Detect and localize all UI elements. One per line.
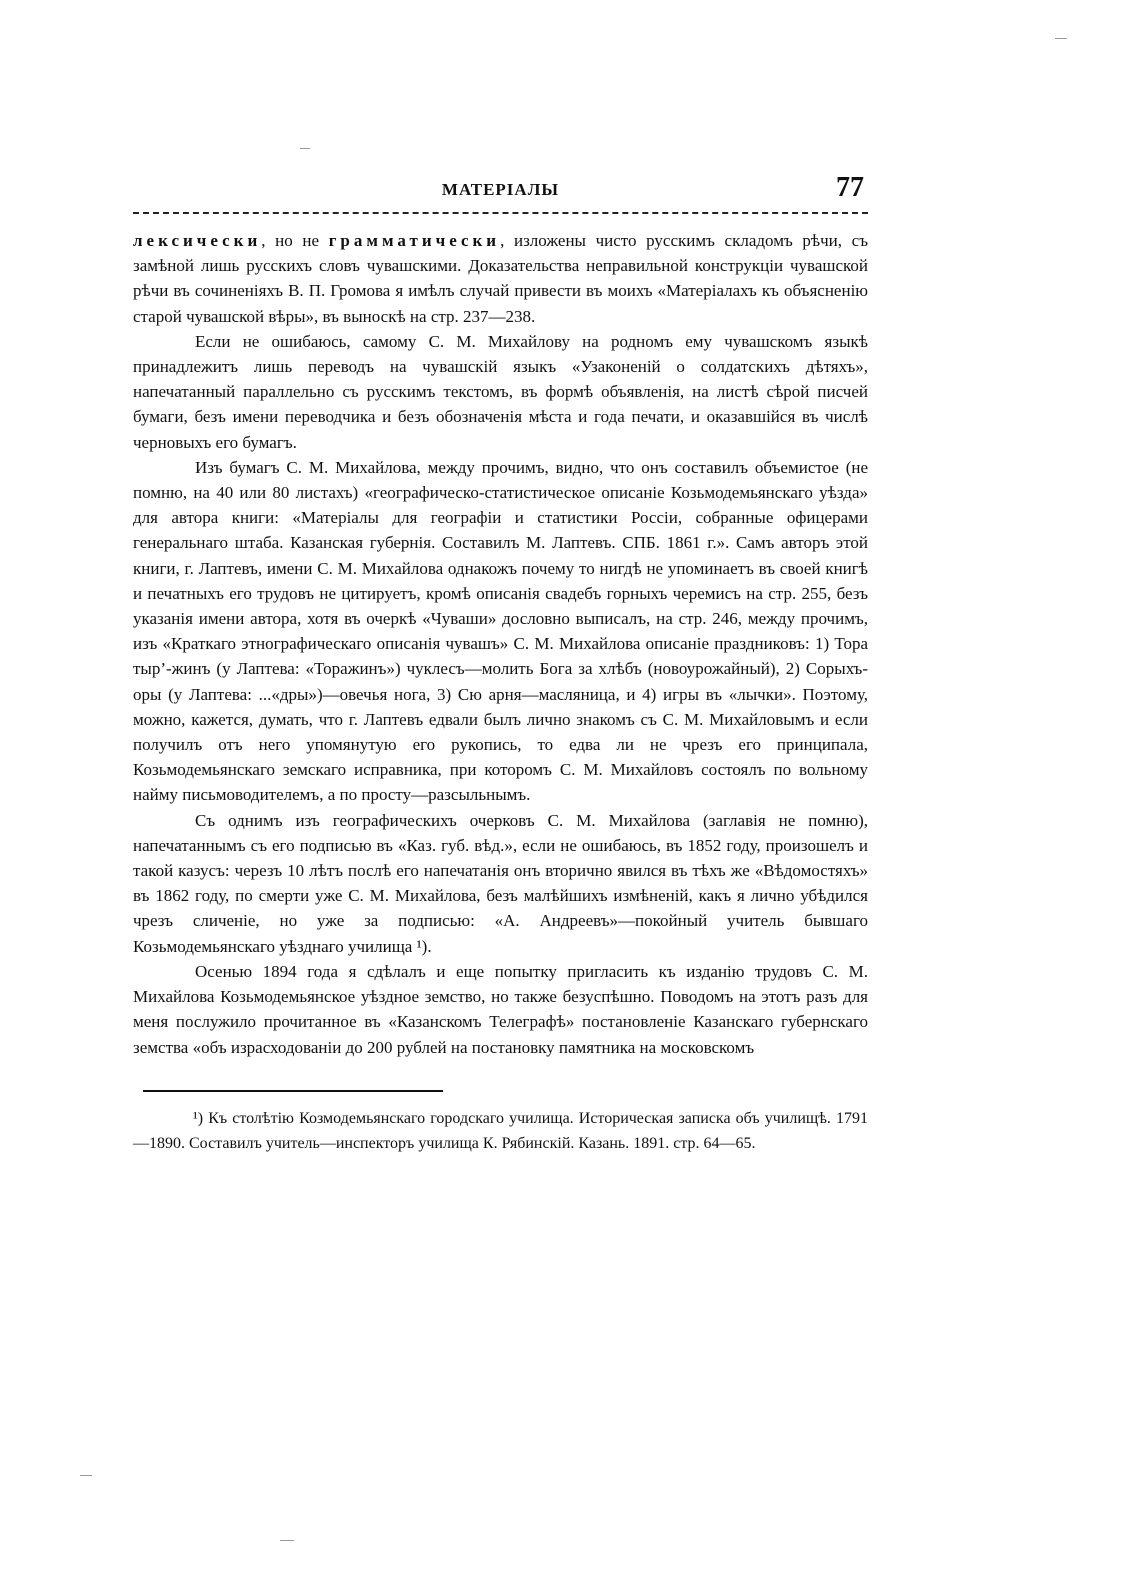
scan-mark-top-mid: [300, 148, 310, 149]
footnote-rule: [143, 1090, 443, 1092]
scan-mark-top-right: [1055, 38, 1067, 39]
spaced-word: лексически: [133, 231, 262, 250]
header-rule: [133, 212, 868, 214]
footnote-text: ¹) Къ столѣтію Козмодемьянскаго городскаго училища. Историческая записка объ училищѣ. 1791—1890. Составилъ учитель—инспекторъ училища К. Рябинскій. Казань. 1891. стр. 64—65.: [133, 1109, 868, 1152]
paragraph-3: Изъ бумагъ С. М. Михайлова, между прочимъ, видно, что онъ составилъ объемистое (не помню, на 40 или 80 листахъ) «географическо-статистическое описаніе Козьмодемьянскаго уѣзда» для автора книги: «Матеріалы для географіи и статистики Россіи, собранные офицерами генеральнаго штаба. Казанская губернія. Составилъ М. Лаптевъ. СПБ. 1861 г.». Самъ авторъ этой книги, г. Лаптевъ, имени С. М. Михайлова однакожъ почему то нигдѣ не упоминаетъ въ своей книгѣ и печатныхъ его трудовъ не цитируетъ, кромѣ описанія свадебъ горныхъ черемисъ на стр. 255, безъ указанія имени автора, хотя въ очеркѣ «Чуваши» дословно выписалъ, на стр. 246, между прочимъ, изъ «Краткаго этнографическаго описанія чувашъ» С. М. Михайлова описаніе праздниковъ: 1) Тора тыр’-жинъ (у Лаптева: «Торажинъ») чуклесъ—молить Бога за хлѣбъ (новоурожайный), 2) Сорыхъ-оры (у Лаптева: ...«дры»)—овечья нога, 3) Сю арня—масляница, и 4) игры въ «лычки». Поэтому, можно, кажется, думать, что г. Лаптевъ едвали былъ лично знакомъ съ С. М. Михайловымъ и если получилъ отъ него упомянутую его рукопись, то едва ли не чрезъ его принципала, Козьмодемьянскаго земскаго исправника, при которомъ С. М. Михайловъ состоялъ по вольному найму письмоводителемъ, а по просту—разсыльнымъ.: [133, 457, 868, 805]
running-head: [133, 172, 868, 212]
paragraph-1: лексически, но не грамматически, изложены чисто русскимъ складомъ рѣчи, съ замѣной лишь русскихъ словъ чувашскими. Доказательства неправильной конструкціи чувашской рѣчи въ сочиненіяхъ В. П. Громова я имѣлъ случай привести въ моихъ «Матеріалахъ къ объясненію старой чувашской вѣры», въ выноскѣ на стр. 237—238.: [133, 231, 868, 326]
paragraph-4: Съ однимъ изъ географическихъ очерковъ С. М. Михайлова (заглавія не помню), напечатаннымъ съ его подписью въ «Каз. губ. вѣд.», если не ошибаюсь, въ 1852 году, произошелъ и такой казусъ: черезъ 10 лѣтъ послѣ его напечатанія онъ вторично явился въ тѣхъ же «Вѣдомостяхъ» въ 1862 году, по смерти уже С. М. Михайлова, безъ малѣйшихъ измѣненій, какъ я лично убѣдился чрезъ сличеніе, но уже за подписью: «А. Андреевъ»—покойный учитель бывшаго Козьмодемьянскаго уѣзднаго училища ¹).: [133, 810, 868, 956]
book-page: [133, 172, 868, 1156]
scan-mark-bottom: [280, 1540, 294, 1541]
footnote: [133, 1106, 868, 1156]
page-number: 77: [836, 172, 864, 203]
spaced-word: грамматически: [328, 231, 501, 250]
paragraph-5: Осенью 1894 года я сдѣлалъ и еще попытку пригласить къ изданію трудовъ С. М. Михайлова Козьмодемьянское уѣздное земство, но также безуспѣшно. Поводомъ на этотъ разъ для меня послужило прочитанное въ «Казанскомъ Телеграфѣ» постановленіе Казанскаго губернскаго земства «объ израсходованіи до 200 рублей на постановку памятника на московскомъ: [133, 961, 868, 1057]
main-text: [133, 228, 868, 1060]
paragraph-2: Если не ошибаюсь, самому С. М. Михайлову на родномъ ему чувашскомъ языкѣ принадлежитъ лишь переводъ на чувашскій языкъ «Узаконеній о солдатскихъ дѣтяхъ», напечатанный параллельно съ русскимъ текстомъ, въ формѣ объявленія, на листѣ сѣрой писчей бумаги, безъ имени переводчика и безъ обозначенія мѣста и года печати, и оказавшійся въ числѣ черновыхъ его бумагъ.: [133, 331, 868, 452]
scan-mark-left: [80, 1475, 92, 1476]
running-title: МАТЕРІАЛЫ: [441, 180, 560, 199]
